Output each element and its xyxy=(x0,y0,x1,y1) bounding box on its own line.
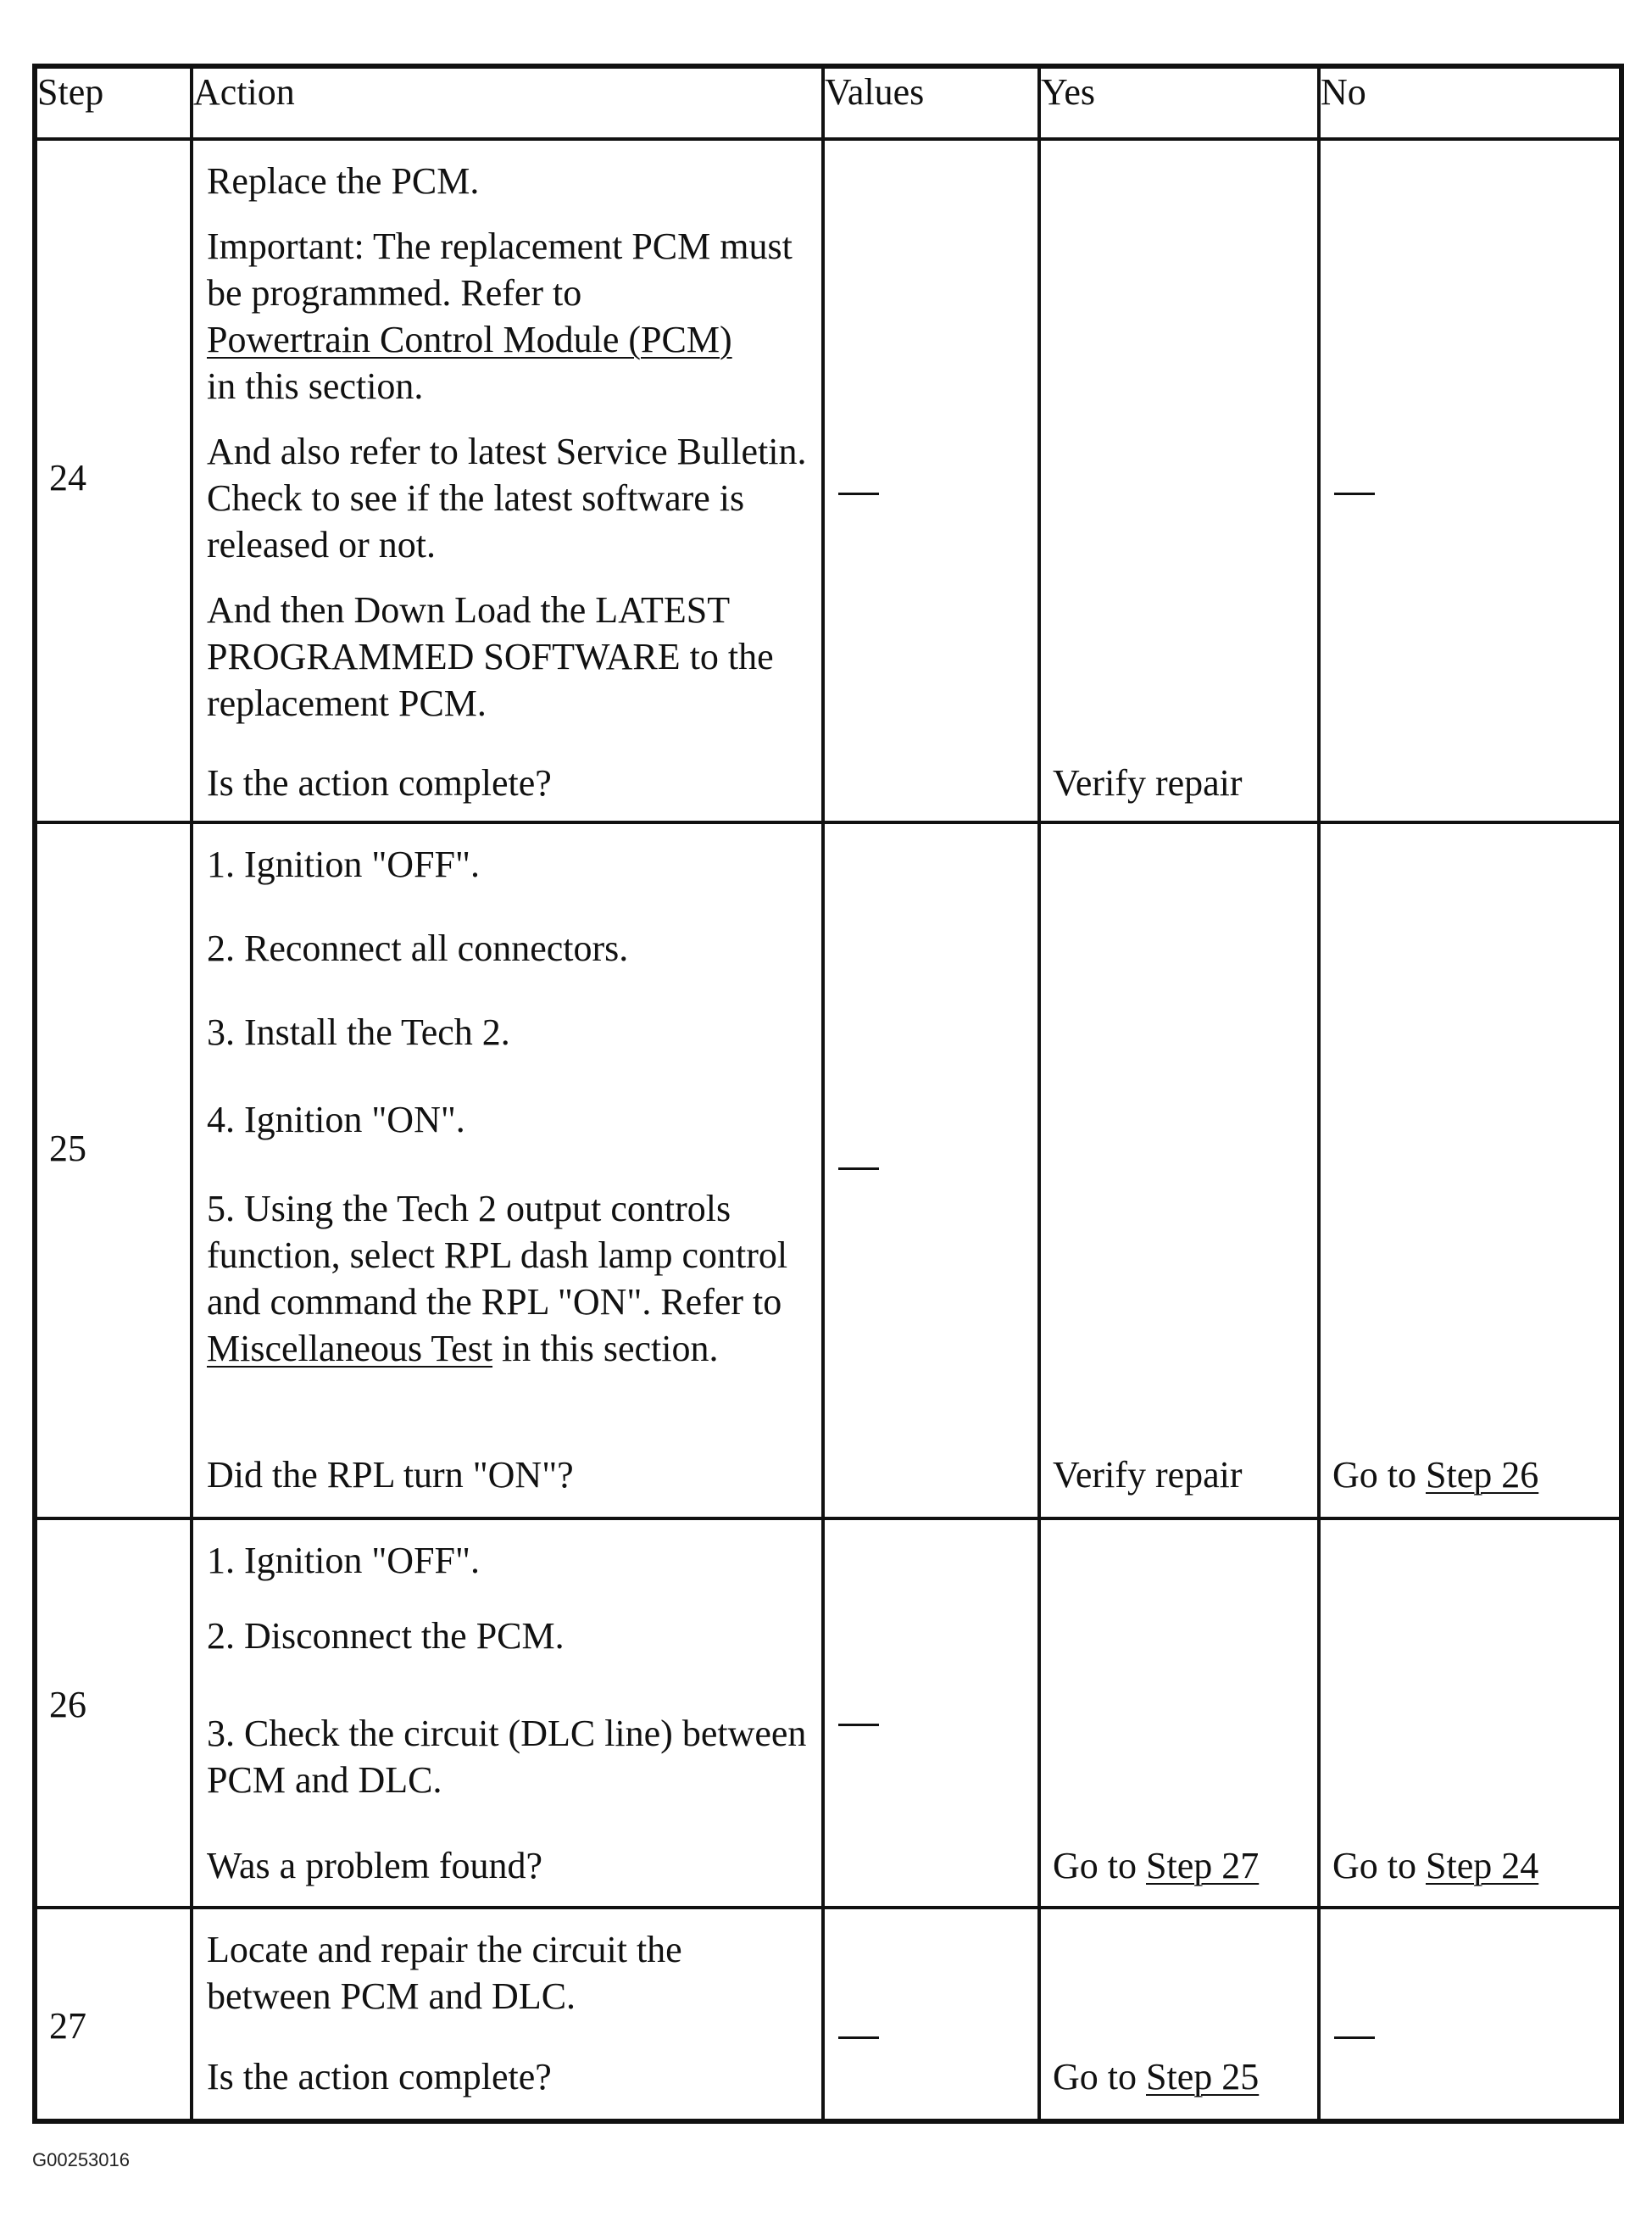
header-values: Values xyxy=(823,66,1039,139)
no-dash xyxy=(1334,2036,1375,2039)
action-text: 2. Disconnect the PCM. xyxy=(207,1615,565,1657)
action-text: 5. Using the Tech 2 output controls function, select RPL dash lamp control and command the RPL "ON". Refer to xyxy=(207,1187,788,1323)
header-yes: Yes xyxy=(1039,66,1319,139)
step-number: 25 xyxy=(49,1127,86,1169)
pcm-link[interactable]: Powertrain Control Module (PCM) xyxy=(207,318,732,360)
values-dash xyxy=(838,1167,879,1170)
yes-cell xyxy=(1039,1908,1319,2121)
action-text: in this section. xyxy=(502,1327,719,1369)
values-cell xyxy=(823,139,1039,822)
action-text: 4. Ignition "ON". xyxy=(207,1098,465,1140)
action-text: 2. Reconnect all connectors. xyxy=(207,927,629,969)
action-question: Is the action complete? xyxy=(207,2056,552,2098)
no-cell xyxy=(1319,1908,1621,2121)
no-answer: Go to Step 26 xyxy=(1332,1453,1539,1496)
values-cell xyxy=(823,1518,1039,1908)
no-cell xyxy=(1319,822,1621,1518)
figure-code: G00253016 xyxy=(32,2149,130,2170)
step-number: 27 xyxy=(49,2005,86,2047)
values-dash xyxy=(838,1724,879,1726)
no-answer: Go to Step 24 xyxy=(1332,1845,1539,1887)
yes-cell xyxy=(1039,1518,1319,1908)
yes-cell xyxy=(1039,139,1319,822)
header-row xyxy=(35,66,1621,139)
yes-answer: Go to Step 27 xyxy=(1053,1845,1260,1887)
yes-answer: Verify repair xyxy=(1053,1453,1243,1496)
action-question: Is the action complete? xyxy=(207,761,552,804)
action-text: And also refer to latest Service Bulletin. Check to see if the latest software is released or not. xyxy=(207,430,807,565)
yes-answer: Go to Step 25 xyxy=(1053,2056,1260,2098)
table-row xyxy=(35,822,1621,1518)
yes-answer: Verify repair xyxy=(1053,761,1243,804)
values-cell xyxy=(823,1908,1039,2121)
step-cell xyxy=(35,1518,192,1908)
no-dash xyxy=(1334,493,1375,495)
header-no: No xyxy=(1319,66,1621,139)
action-text: in this section. xyxy=(207,365,424,407)
step-number: 26 xyxy=(49,1684,86,1726)
step-number: 24 xyxy=(49,456,86,499)
table-row xyxy=(35,139,1621,822)
no-cell xyxy=(1319,139,1621,822)
header-step: Step xyxy=(35,66,192,139)
action-text: Replace the PCM. xyxy=(207,159,480,202)
action-text: Important: The replacement PCM must be programmed. Refer to xyxy=(207,225,793,314)
action-text: 1. Ignition "OFF". xyxy=(207,843,480,885)
step-cell xyxy=(35,822,192,1518)
action-text: 3. Install the Tech 2. xyxy=(207,1011,510,1053)
action-cell xyxy=(192,1908,823,2121)
action-question: Did the RPL turn "ON"? xyxy=(207,1453,574,1496)
action-text: And then Down Load the LATEST PROGRAMMED SOFTWARE to the replacement PCM. xyxy=(207,588,774,724)
values-cell xyxy=(823,822,1039,1518)
table-row xyxy=(35,1518,1621,1908)
action-text: 1. Ignition "OFF". xyxy=(207,1540,480,1582)
header-action: Action xyxy=(192,66,823,139)
misc-test-link[interactable]: Miscellaneous Test xyxy=(207,1327,493,1369)
action-text: 3. Check the circuit (DLC line) between PCM and DLC. xyxy=(207,1713,807,1802)
values-dash xyxy=(838,493,879,495)
no-cell xyxy=(1319,1518,1621,1908)
step-26-link[interactable]: Step 26 xyxy=(1426,1453,1539,1496)
step-25-link[interactable]: Step 25 xyxy=(1146,2056,1260,2098)
table-row xyxy=(35,1908,1621,2121)
yes-cell xyxy=(1039,822,1319,1518)
action-cell xyxy=(192,139,823,822)
action-question: Was a problem found? xyxy=(207,1845,542,1887)
step-24-link[interactable]: Step 24 xyxy=(1426,1845,1539,1887)
values-dash xyxy=(838,2036,879,2039)
step-cell xyxy=(35,1908,192,2121)
step-27-link[interactable]: Step 27 xyxy=(1146,1845,1260,1887)
action-cell xyxy=(192,822,823,1518)
diagnostic-table xyxy=(32,64,1624,2124)
step-cell xyxy=(35,139,192,822)
action-text: Locate and repair the circuit the between PCM and DLC. xyxy=(207,1929,682,2017)
action-cell xyxy=(192,1518,823,1908)
